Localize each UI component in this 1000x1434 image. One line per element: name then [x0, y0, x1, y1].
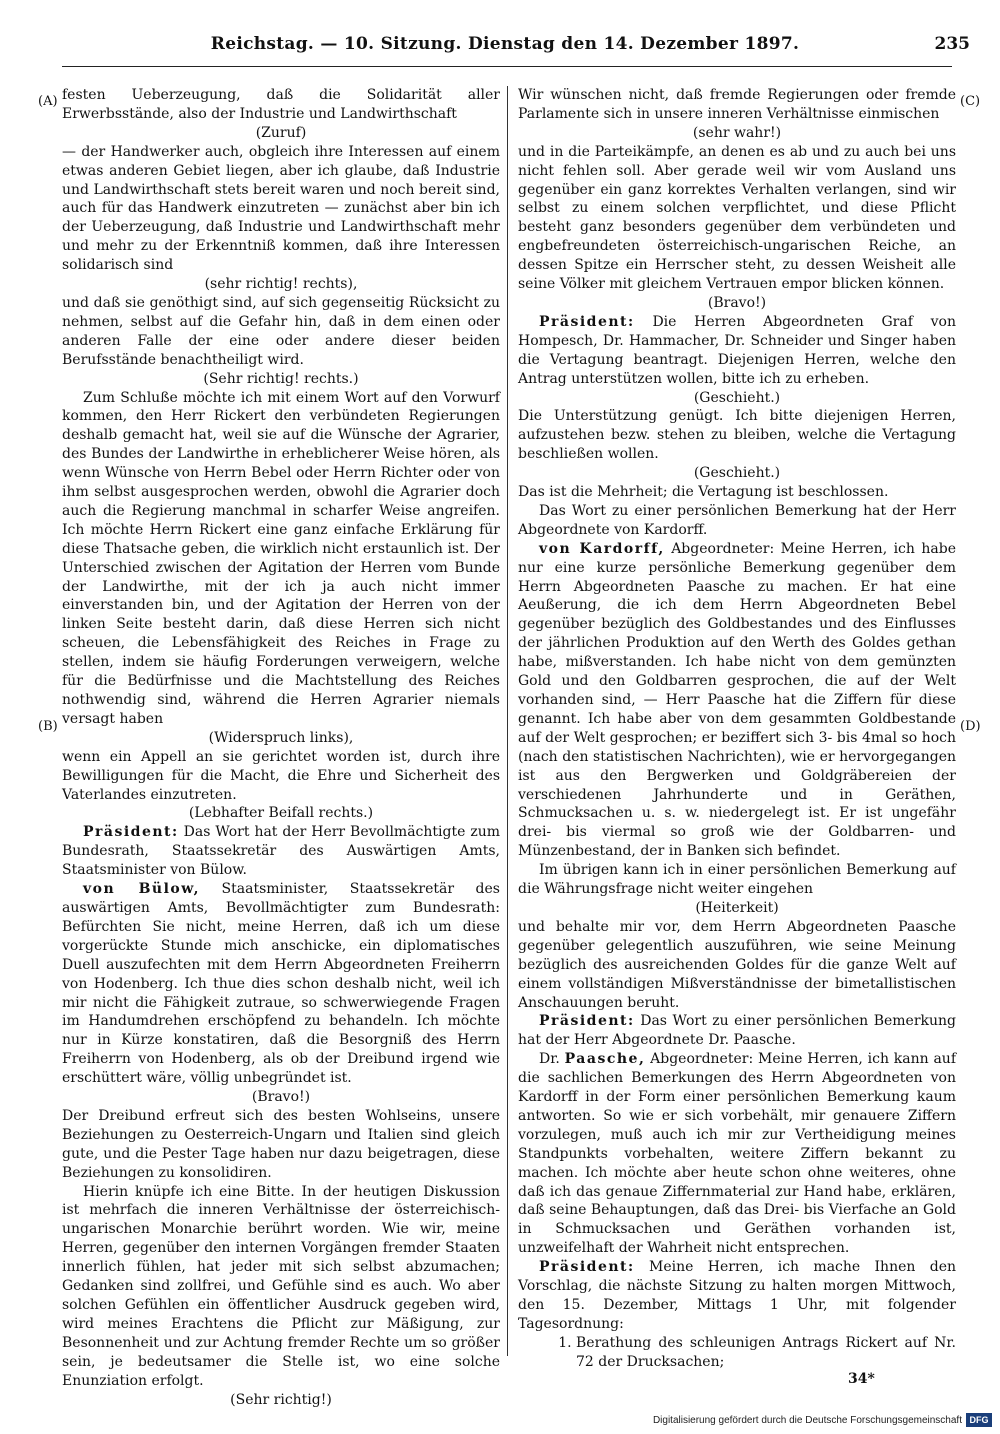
- speech-paragraph: [518, 1050, 956, 1258]
- interjection: (Widerspruch links),: [208, 729, 354, 746]
- footer-credit: Digitalisierung gefördert durch die Deutsche Forschungsgemeinschaft: [652, 1414, 962, 1426]
- paragraph: Die Unterstützung genügt. Ich bitte diejenigen Herren, aufzustehen bezw. stehen zu bleiben, welche die Vertagung beschließen wollen.: [518, 408, 956, 463]
- page-number: 235: [934, 34, 970, 54]
- margin-marker-d: (D): [960, 719, 981, 734]
- interjection: (Zuruf): [255, 124, 307, 141]
- speech-paragraph: [62, 880, 500, 1088]
- speech-paragraph: [518, 313, 956, 389]
- paragraph: Das ist die Mehrheit; die Vertagung ist beschlossen.: [518, 484, 889, 501]
- paragraph: — der Handwerker auch, obgleich ihre Interessen auf einem etwas anderen Gebiet liegen, aber ich glaube, daß Industrie und Landwirthschaft stets bereit waren und noch bereit sind, auch für das Handwerk einzutreten — zunächst aber bin ich der Ueberzeugung, daß Industrie und Landwirthschaft mehr und mehr zu der Erkenntniß kommen, daß ihre Interessen solidarisch sind: [62, 143, 500, 274]
- margin-marker-b: (B): [38, 719, 58, 734]
- agenda-list: [518, 1334, 956, 1372]
- speech-text: Staatsminister, Staatssekretär des auswärtigen Amts, Bevollmächtigter zum Bundesrath: Befürchten Sie nicht, meine Herren, daß ich um diese vorgerückte Stunde mich anschicke, ein diplomatisches Duell auszufechten mit dem Herrn Abgeordneten Freiherrn von Hodenberg. Ich thue dies schon deshalb nicht, weil ich mir nicht die Fähigkeit zutraue, so schwerwiegende Fragen im Handumdrehen erschöpfend zu behandeln. Ich möchte nur in Kürze konstatiren, daß die Besorgniß des Herrn Freiherrn von Hodenberg, als ob der Dreibund irgend wie erschüttert wäre, völlig unbegründet ist.: [62, 881, 500, 1087]
- paragraph: Im übrigen kann ich in einer persönlichen Bemerkung auf die Währungsfrage nicht weiter eingehen: [518, 862, 956, 898]
- agenda-item: 1. Berathung des schleunigen Antrags Rickert auf Nr. 72 der Drucksachen;: [576, 1334, 956, 1372]
- interjection: (Geschieht.): [693, 389, 781, 406]
- footer: [653, 1413, 992, 1427]
- speech-text: Meine Herren, ich mache Ihnen den Vorschlag, die nächste Sitzung zu halten morgen Mittwoch, den 15. Dezember, Mittags 1 Uhr, mit folgender Tagesordnung:: [518, 1259, 956, 1332]
- header-rule: [62, 66, 952, 67]
- interjection: (Geschieht.): [693, 465, 781, 482]
- speaker-name: Paasche,: [564, 1051, 646, 1068]
- speech-paragraph: [518, 1258, 956, 1334]
- interjection: (sehr wahr!): [692, 124, 782, 141]
- paragraph: Zum Schluße möchte ich mit einem Wort auf den Vorwurf kommen, den Herr Rickert den verbündeten Regierungen deshalb gemacht hat, weil sie auf die Wünsche der Agrarier, des Bundes der Landwirthe in erheblicherer Weise hören, als wenn Wünsche von Herrn Bebel oder Herrn Richter oder von ihm selbst ausgesprochen werden, obwohl die Agrarier doch auch die Regierung manchmal in scharfer Weise angreifen. Ich möchte Herrn Rickert eine ganz einfache Erklärung für diese Thatsache geben, die wirklich nicht erstaunlich ist. Der Unterschied zwischen der Agitation der Herren vom Bunde der Landwirthe, mit der ich ja auch nicht immer einverstanden bin, und der Agitation der Herren von der linken Seite besteht darin, daß diese Herren sich nicht scheuen, die Lebensfähigkeit des Reiches in Frage zu stellen, indem sie häufig Forderungen verweigern, welche für die Bedürfnisse und die Machtstellung des Reiches nothwendig sind, während die Herren Agrarier niemals versagt haben: [62, 389, 500, 727]
- paragraph: und daß sie genöthigt sind, auf sich gegenseitig Rücksicht zu nehmen, selbst auf die Gefahr hin, daß in dem einen oder anderen Falle der eine oder andere dieser beiden Berufsstände benachtheiligt wird.: [62, 294, 500, 368]
- speech-text: Das Wort zu einer persönlichen Bemerkung hat der Herr Abgeordnete Dr. Paasche.: [518, 1013, 956, 1049]
- paragraph: Wir wünschen nicht, daß fremde Regierungen oder fremde Parlamente sich in unsere inneren Verhältnisse einmischen: [518, 87, 956, 122]
- speaker-name: Präsident:: [539, 313, 635, 330]
- interjection: (Sehr richtig!): [230, 1391, 332, 1408]
- interjection: (Sehr richtig! rechts.): [203, 370, 359, 387]
- speech-paragraph: [62, 823, 500, 880]
- margin-marker-c: (C): [960, 94, 981, 109]
- speech-text: Die Herren Abgeordneten Graf von Hompesch, Dr. Hammacher, Dr. Schneider und Singer haben die Vertagung beantragt. Diejenigen Herren, welche den Antrag unterstützen wollen, bitte ich zu erheben.: [518, 313, 956, 387]
- interjection: (sehr richtig! rechts),: [204, 276, 358, 293]
- page-header: [30, 34, 980, 64]
- speaker-name: Präsident:: [539, 1259, 635, 1276]
- paragraph: festen Ueberzeugung, daß die Solidarität aller Erwerbsstände, also der Industrie und Landwirthschaft: [62, 87, 500, 122]
- speaker-name: Präsident:: [83, 824, 179, 841]
- speech-text: Abgeordneter: Meine Herren, ich habe nur eine kurze persönliche Bemerkung gegenüber dem Herrn Abgeordneten Paasche zu machen. Er hat eine Aeußerung, die ich dem Herrn Abgeordneten Bebel gegenüber bezüglich des Goldbestandes und des Einflusses der jährlichen Produktion auf den Werth des Goldes gethan habe, mißverstanden. Ich habe nicht von dem gemünzten Gold und den Goldbarren gesprochen, die auf der Welt vorhanden sind, — Herr Paasche hat die Ziffern für diese genannt. Ich habe aber von dem gesammten Goldbestande auf der Welt gesprochen; er beziffert sich 3- bis 4mal so hoch (nach den statistischen Nachrichten), wie er hervorgegangen ist aus den Bergwerken und Goldgräbereien der verschiedenen Jahrhunderte und in Geräthen, Schmucksachen u. s. w. niedergelegt ist. Er ist ungefähr drei- bis viermal so groß wie der Goldbarren- und Münzenbestand, der in Banken sich befindet.: [518, 540, 956, 860]
- paragraph: und in die Parteikämpfe, an denen es ab und zu auch bei uns nicht fehlen soll. Aber gerade weil wir vom Ausland uns gegenüber ein ganz korrektes Verhalten verlangen, sind wir selbst zu einem solchen verpflichtet, und diese Pflicht besteht ganz besonders gegenüber dem verbündeten und engbefreundeten österreichisch-ungarischen Reiche, an dessen Spitze ein Herrscher steht, zu dessen Weisheit alle seine Völker mit gleichem Vertrauen empor blicken können.: [518, 143, 956, 293]
- column-divider: [507, 86, 508, 1356]
- interjection: (Lebhafter Beifall rechts.): [188, 805, 374, 822]
- speech-text: Abgeordneter: Meine Herren, ich kann auf die sachlichen Bemerkungen des Herrn Abgeordneten von Kardorff in der Form einer persönlichen Bemerkung kaum antworten. So wie er sich vorbehält, mir genauere Ziffern vorzulegen, muß auch ich mir zur Vertheidigung meines Standpunkts vorbehalten, weitere Ziffern bekannt zu machen. Ich möchte aber heute schon ohne weiteres, ohne daß ich das genaue Ziffernmaterial zur Hand habe, erklären, daß seine Behauptungen, daß das Drei- bis Vierfache an Gold in Schmucksachen und Geräthen vorhanden ist, unzweifelhaft der Wahrheit nicht entsprechen.: [518, 1051, 957, 1257]
- speaker-name: Präsident:: [539, 1013, 635, 1030]
- speaker-title: Dr.: [539, 1051, 565, 1068]
- interjection: (Bravo!): [707, 294, 767, 311]
- speaker-name: von Bülow,: [83, 881, 201, 898]
- paragraph: Das Wort zu einer persönlichen Bemerkung hat der Herr Abgeordnete von Kardorff.: [518, 502, 956, 538]
- signature-mark: 34*: [848, 1371, 875, 1387]
- interjection: (Bravo!): [251, 1089, 311, 1106]
- paragraph: Der Dreibund erfreut sich des besten Wohlseins, unsere Beziehungen zu Oesterreich-Ungarn und Italien sind gleich gute, und die Pester Tage haben nur dazu beigetragen, diese Beziehungen zu konsolidiren.: [62, 1107, 500, 1181]
- speech-paragraph: [518, 540, 956, 861]
- right-column: [518, 86, 957, 1370]
- dfg-logo: DFG: [966, 1413, 992, 1427]
- paragraph: und behalte mir vor, dem Herrn Abgeordneten Paasche gegenüber gelegentlich auszuführen, wie seine Meinung bezüglich des ausreichenden Goldes für die ganze Welt auf einem vollständigen Mißverständnisse der bimetallistischen Anschauungen beruht.: [518, 918, 956, 1011]
- interjection: (Heiterkeit): [695, 899, 779, 916]
- left-column: [62, 86, 500, 1408]
- paragraph: wenn ein Appell an sie gerichtet worden ist, durch ihre Bewilligungen für die Macht, die Ehre und Sicherheit des Vaterlandes einzutreten.: [62, 748, 500, 803]
- margin-marker-a: (A): [38, 94, 58, 109]
- speech-text: Das Wort hat der Herr Bevollmächtigte zum Bundesrath, Staatssekretär des Auswärtigen Amts, Staatsminister von Bülow.: [62, 824, 500, 879]
- paragraph: Hierin knüpfe ich eine Bitte. In der heutigen Diskussion ist mehrfach die inneren Verhältnisse der österreichisch-ungarischen Monarchie berührt worden. Wie wir, meine Herren, gegenüber den internen Vorgängen fremder Staaten innerlich fühlen, hat jeder mit sich selbst abzumachen; Gedanken sind zollfrei, und Gefühle sind es auch. Wo aber solchen Gefühlen ein öffentlicher Ausdruck gegeben wird, wird meines Erachtens die Pflicht zur Mäßigung, zur Besonnenheit und zur Achtung fremder Rechte um so größer sein, je bedeutsamer die Stelle ist, wo eine solche Enunziation erfolgt.: [62, 1183, 500, 1389]
- speech-paragraph: [518, 1012, 956, 1050]
- speaker-name: von Kardorff,: [539, 540, 665, 557]
- running-title: Reichstag. — 10. Sitzung. Dienstag den 14. Dezember 1897.: [210, 34, 800, 54]
